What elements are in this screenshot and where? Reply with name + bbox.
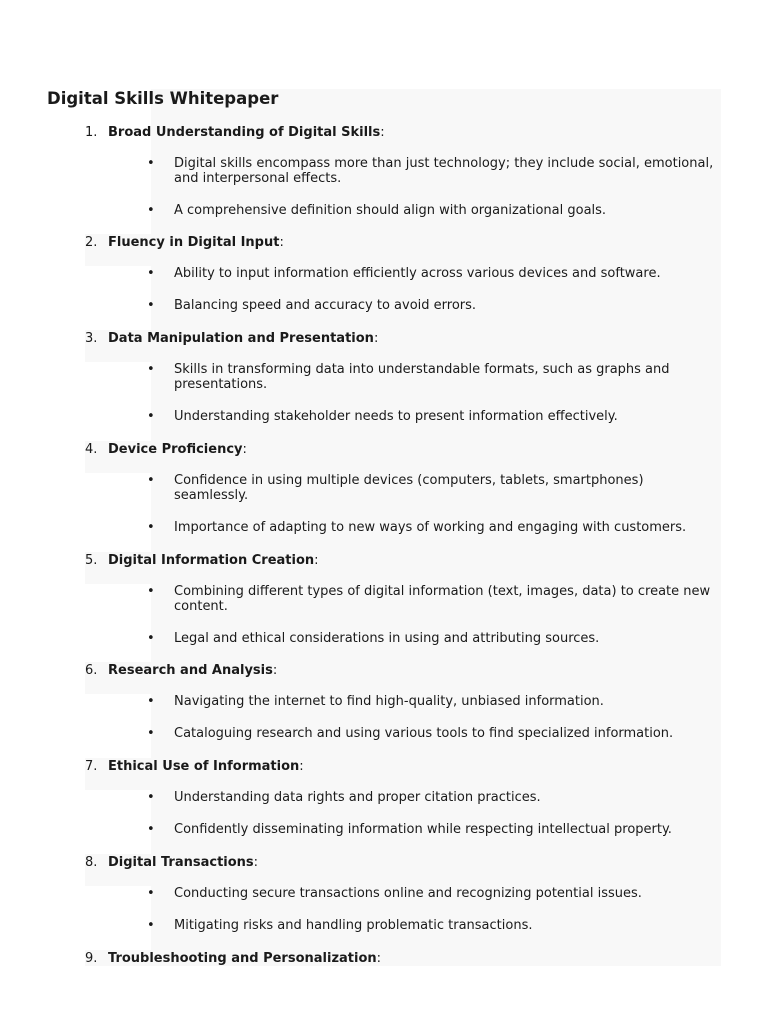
- bullet-item: [85, 790, 721, 805]
- bullet-item: [85, 520, 721, 535]
- item-heading-text: [108, 330, 378, 348]
- bullet-icon: •: [147, 298, 155, 313]
- list-item-4: [85, 441, 721, 550]
- item-title: Digital Information Creation: [108, 553, 315, 568]
- item-heading-text: [108, 662, 277, 680]
- bullet-icon: •: [147, 156, 155, 171]
- bullet-text: Digital skills encompass more than just technology; they include social, emotional, and interpersonal effects.: [174, 156, 714, 186]
- bullet-icon: •: [147, 694, 155, 709]
- item-heading: [85, 330, 721, 362]
- bullet-icon: •: [147, 473, 155, 488]
- item-number: 9.: [85, 951, 98, 966]
- item-heading-text: [108, 854, 258, 872]
- item-title: Fluency in Digital Input: [108, 235, 280, 250]
- item-title: Ethical Use of Information: [108, 759, 300, 774]
- bullet-text: Conducting secure transactions online and recognizing potential issues.: [174, 886, 642, 901]
- bullet-icon: •: [147, 918, 155, 933]
- item-title: Device Proficiency: [108, 442, 243, 457]
- bullet-list: [85, 362, 721, 424]
- bullet-list: [85, 473, 721, 535]
- item-heading-text: [108, 950, 381, 968]
- bullet-icon: •: [147, 886, 155, 901]
- bullet-icon: •: [147, 631, 155, 646]
- bullet-icon: •: [147, 584, 155, 599]
- bullet-list: [85, 584, 721, 646]
- item-number: 1.: [85, 125, 98, 140]
- item-title-suffix: :: [299, 759, 304, 774]
- item-title-suffix: :: [373, 331, 379, 346]
- item-number: 6.: [85, 663, 98, 678]
- bullet-text: Confidence in using multiple devices (computers, tablets, smartphones) seamlessly.: [174, 473, 644, 503]
- bullet-item: [85, 886, 721, 901]
- bullet-text: Ability to input information efficiently across various devices and software.: [174, 266, 661, 281]
- bullet-text: Understanding data rights and proper citation practices.: [174, 790, 541, 805]
- item-heading-text: [108, 124, 385, 142]
- list-item-1: [85, 124, 721, 233]
- bullet-item: [85, 266, 721, 281]
- bullet-item: [85, 409, 721, 424]
- item-title-suffix: :: [279, 235, 284, 250]
- list-item-8: [85, 854, 721, 948]
- bullet-icon: •: [147, 409, 155, 424]
- item-title-suffix: :: [272, 663, 278, 678]
- bullet-text: Balancing speed and accuracy to avoid errors.: [174, 298, 477, 313]
- bullet-icon: •: [147, 203, 155, 218]
- list-item-3: [85, 330, 721, 439]
- bullet-item: [85, 631, 721, 646]
- item-title: Digital Transactions: [108, 855, 254, 870]
- item-number: 4.: [85, 442, 98, 457]
- list-item-6: [85, 662, 721, 756]
- bullet-text: Skills in transforming data into understandable formats, such as graphs and presentations.: [174, 362, 670, 392]
- item-heading: [85, 234, 721, 266]
- item-heading: [85, 552, 721, 584]
- item-heading: [85, 950, 721, 966]
- item-heading: [85, 758, 721, 790]
- item-heading-text: [108, 441, 247, 459]
- bullet-text: Mitigating risks and handling problematic transactions.: [174, 918, 533, 933]
- item-heading: [85, 662, 721, 694]
- bullet-list: [85, 790, 721, 837]
- bullet-text: Importance of adapting to new ways of working and engaging with customers.: [174, 520, 687, 535]
- bullet-text: Cataloguing research and using various tools to find specialized information.: [174, 726, 674, 741]
- bullet-list: [85, 156, 721, 218]
- item-title-suffix: :: [380, 125, 385, 140]
- bullet-text: Understanding stakeholder needs to present information effectively.: [174, 409, 618, 424]
- bullet-icon: •: [147, 822, 155, 837]
- item-number: 8.: [85, 855, 98, 870]
- list-item-7: [85, 758, 721, 852]
- item-heading: [85, 854, 721, 886]
- bullet-list: [85, 266, 721, 313]
- item-title-suffix: :: [314, 553, 319, 568]
- bullet-list: [85, 694, 721, 741]
- item-title: Data Manipulation and Presentation: [108, 331, 374, 346]
- bullet-item: [85, 156, 721, 186]
- bullet-item: [85, 473, 721, 503]
- item-heading: [85, 124, 721, 156]
- bullet-text: Confidently disseminating information while respecting intellectual property.: [174, 822, 672, 837]
- bullet-item: [85, 203, 721, 218]
- item-heading-text: [108, 234, 284, 252]
- bullet-text: Legal and ethical considerations in using and attributing sources.: [174, 631, 600, 646]
- item-title-suffix: :: [376, 951, 382, 966]
- bullet-text: Combining different types of digital information (text, images, data) to create new content.: [174, 584, 711, 614]
- item-title: Broad Understanding of Digital Skills: [108, 125, 381, 140]
- bullet-item: [85, 298, 721, 313]
- item-number: 7.: [85, 759, 98, 774]
- item-title-suffix: :: [253, 855, 259, 870]
- item-number: 3.: [85, 331, 98, 346]
- item-title-suffix: :: [242, 442, 247, 457]
- bullet-text: A comprehensive definition should align with organizational goals.: [174, 203, 607, 218]
- document-title: Digital Skills Whitepaper: [47, 89, 279, 108]
- bullet-item: [85, 822, 721, 837]
- item-heading-text: [108, 552, 319, 570]
- bullet-item: [85, 694, 721, 709]
- list-item-5: [85, 552, 721, 661]
- list-item-9: [85, 950, 721, 966]
- bullet-item: [85, 584, 721, 614]
- item-heading-text: [108, 758, 304, 776]
- item-number: 2.: [85, 235, 98, 250]
- bullet-icon: •: [147, 790, 155, 805]
- item-title: Research and Analysis: [108, 663, 273, 678]
- bullet-icon: •: [147, 520, 155, 535]
- bullet-text: Navigating the internet to find high-quality, unbiased information.: [174, 694, 604, 709]
- item-title: Troubleshooting and Personalization: [108, 951, 377, 966]
- bullet-list: [85, 886, 721, 933]
- bullet-icon: •: [147, 362, 155, 377]
- item-number: 5.: [85, 553, 98, 568]
- bullet-item: [85, 918, 721, 933]
- bullet-item: [85, 726, 721, 741]
- list-item-2: [85, 234, 721, 328]
- bullet-icon: •: [147, 726, 155, 741]
- item-heading: [85, 441, 721, 473]
- bullet-icon: •: [147, 266, 155, 281]
- bullet-item: [85, 362, 721, 392]
